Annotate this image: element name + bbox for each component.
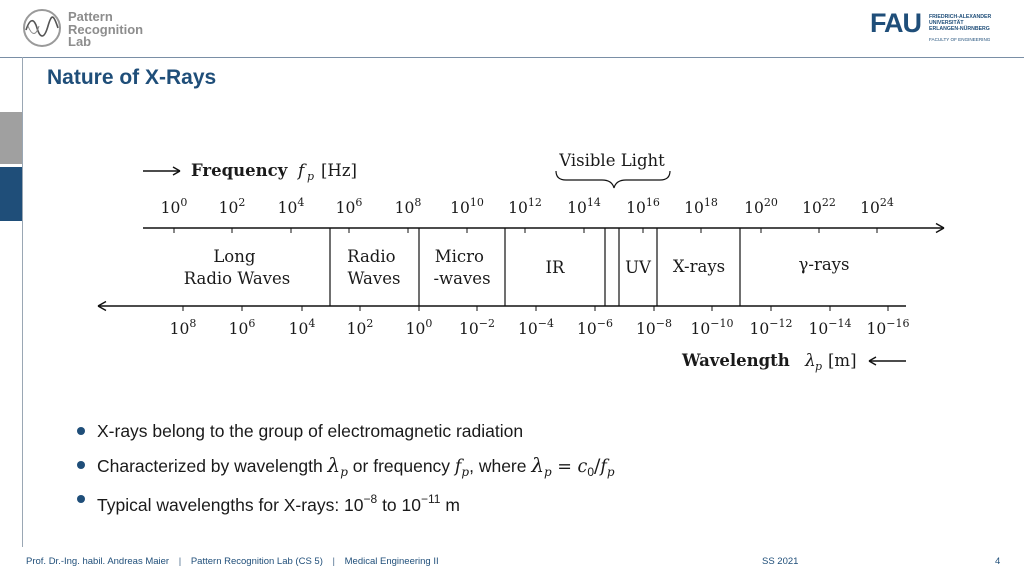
frequency-tick: $10^{18}$ [684, 196, 718, 217]
wavelength-label-text: Wavelength [682, 351, 790, 370]
logo-line: Lab [68, 34, 92, 49]
wavelength-tick: $10^{-12}$ [749, 317, 793, 338]
wavelength-unit: [m] [828, 351, 857, 370]
wavelength-tick: $10^{-6}$ [577, 317, 613, 338]
frequency-tick: $10^4$ [277, 196, 305, 217]
logo-line: Pattern [68, 9, 113, 24]
page-number: 4 [995, 556, 1001, 567]
footer-separator: | [332, 556, 335, 567]
footer-course: Medical Engineering II [344, 556, 439, 567]
math-subscript: p [606, 465, 615, 479]
fau-name-line: FRIEDRICH-ALEXANDER [929, 14, 992, 20]
band-label-microwaves: Micro -waves [433, 247, 491, 288]
wavelength-tick: $10^4$ [288, 317, 316, 338]
footer-lab: Pattern Recognition Lab (CS 5) [190, 556, 323, 567]
wavelength-tick: $10^{-4}$ [518, 317, 554, 338]
visible-light-marker [556, 151, 670, 188]
math-slash: / [594, 455, 601, 477]
math-lambda: λ [531, 453, 545, 477]
slide-title: Nature of X-Rays [47, 66, 217, 89]
footer-term: SS 2021 [762, 556, 799, 567]
bullet-dot-icon [77, 461, 85, 469]
frequency-tick: $10^{10}$ [450, 196, 484, 217]
em-spectrum-diagram [0, 140, 1024, 380]
math-subscript: p [544, 465, 552, 479]
bullet-text: m [440, 495, 460, 515]
bullet-text: Characterized by wavelength [97, 456, 328, 476]
frequency-label [143, 161, 357, 183]
frequency-label-text: Frequency [191, 161, 288, 180]
wavelength-tick: $10^{-2}$ [459, 317, 495, 338]
fau-faculty: FACULTY OF ENGINEERING [929, 37, 991, 42]
footer [26, 556, 1006, 567]
math-subscript: 0 [587, 465, 595, 479]
frequency-unit: [Hz] [321, 161, 357, 180]
band-label-xrays: X-rays [672, 257, 726, 276]
wavelength-tick: $10^{-16}$ [866, 317, 910, 338]
bullet-text: , where [469, 456, 532, 476]
bullet-text: X-rays belong to the group of electromagnetic radiation [97, 421, 524, 441]
footer-author: Prof. Dr.-Ing. habil. Andreas Maier [26, 556, 170, 567]
bullet-text: Typical wavelengths for X-rays: 10 [97, 495, 364, 515]
bullet-dot-icon [77, 427, 85, 435]
footer-separator: | [178, 556, 182, 567]
frequency-tick: $10^8$ [394, 196, 422, 217]
frequency-tick: $10^{14}$ [567, 196, 601, 217]
frequency-tick: $10^6$ [335, 196, 363, 217]
band-label-gamma: γ-rays [798, 255, 850, 274]
wavelength-symbol: λ [805, 351, 816, 371]
wavelength-tick: $10^{-8}$ [636, 317, 672, 338]
math-f: f [454, 457, 462, 477]
wavelength-tick: $10^0$ [405, 317, 433, 338]
fau-letters: FAU [870, 8, 921, 38]
band-label-ir: IR [545, 258, 565, 277]
bullet-text: to 10 [377, 495, 421, 515]
bullet-text: or frequency [347, 456, 455, 476]
fau-name-line: UNIVERSITÄT [929, 20, 964, 26]
fau-name [929, 14, 991, 32]
wavelength-label [681, 351, 906, 373]
pattern-recognition-lab-logo [22, 8, 172, 56]
frequency-tick: $10^0$ [160, 196, 188, 217]
frequency-tick-labels [161, 196, 894, 217]
math-lambda: λ [327, 453, 341, 477]
math-superscript: −8 [363, 492, 378, 506]
fau-name-line: ERLANGEN-NÜRNBERG [929, 26, 990, 32]
wavelength-symbol-sub: p [815, 360, 823, 373]
frequency-tick: $10^{12}$ [508, 196, 542, 217]
bullet-list [75, 417, 975, 519]
math-equals: = [551, 457, 578, 477]
logo-line: Recognition [68, 21, 144, 37]
frequency-symbol: f [298, 161, 305, 181]
math-f: f [600, 457, 607, 477]
lab-logo-icon [22, 8, 62, 48]
bullet-dot-icon [77, 495, 85, 503]
frequency-symbol-sub: p [307, 170, 315, 183]
math-subscript: p [461, 465, 470, 479]
wavelength-tick: $10^{-10}$ [690, 317, 734, 338]
band-label-radio: Radio Waves [347, 247, 401, 288]
math-c: c [577, 457, 588, 477]
band-labels [184, 247, 850, 288]
band-label-long-radio: Long Radio Waves [183, 247, 291, 288]
wavelength-tick: $10^8$ [169, 317, 197, 338]
frequency-tick: $10^{20}$ [744, 196, 778, 217]
bullet-item [75, 485, 975, 519]
math-superscript: −11 [421, 492, 441, 506]
wavelength-tick-labels [170, 317, 910, 338]
band-label-uv: UV [625, 258, 651, 277]
frequency-tick: $10^{24}$ [860, 196, 894, 217]
fau-logo [870, 8, 1005, 46]
lab-logo-text [68, 11, 143, 49]
frequency-tick: $10^{22}$ [802, 196, 836, 217]
visible-light-label: Visible Light [559, 151, 665, 170]
bullet-item [75, 417, 975, 451]
wavelength-tick: $10^{-14}$ [808, 317, 852, 338]
wavelength-tick: $10^6$ [228, 317, 256, 338]
header-divider [0, 57, 1024, 58]
frequency-tick: $10^{16}$ [626, 196, 660, 217]
visible-light-brace [556, 171, 670, 188]
wavelength-tick: $10^2$ [346, 317, 374, 338]
frequency-tick: $10^2$ [218, 196, 246, 217]
wavelength-axis [98, 302, 906, 312]
frequency-axis [143, 224, 944, 234]
bullet-item [75, 451, 975, 485]
math-subscript: p [340, 465, 348, 479]
